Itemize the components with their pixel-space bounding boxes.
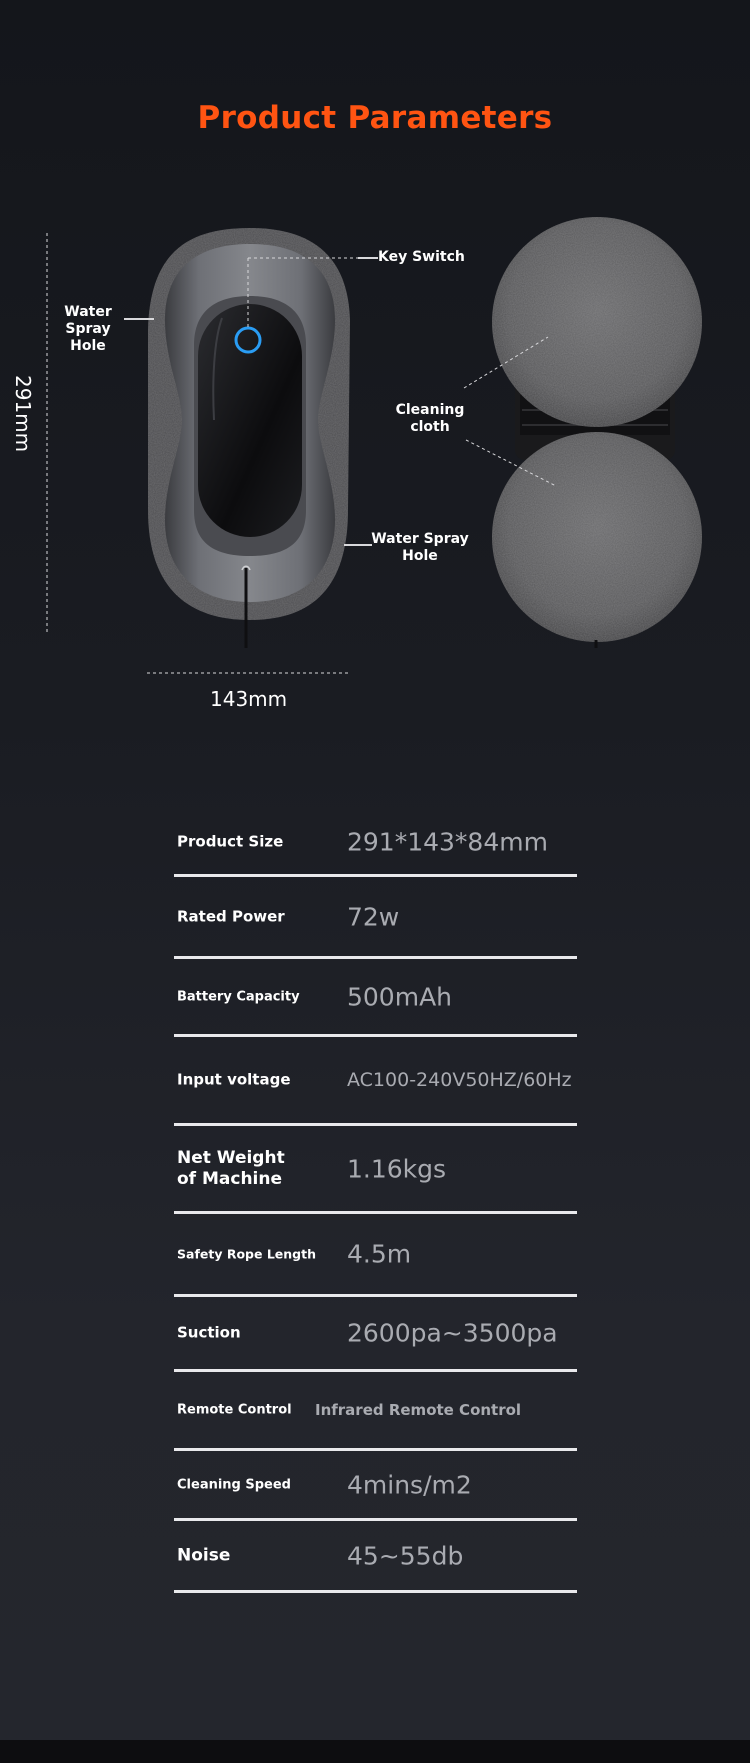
page-title: Product Parameters xyxy=(197,100,553,136)
spec-value: 291*143*84mm xyxy=(347,827,548,857)
spec-key: Cleaning Speed xyxy=(177,1477,291,1492)
robot-back-view xyxy=(492,217,702,648)
spec-row xyxy=(174,1126,577,1214)
spec-key: Rated Power xyxy=(177,907,285,925)
spec-row xyxy=(174,1451,577,1521)
label-water-spray-hole-left: Water Spray Hole xyxy=(64,304,112,354)
footer-band xyxy=(0,1740,750,1763)
spec-value: AC100-240V50HZ/60Hz xyxy=(347,1069,572,1091)
spec-key: Suction xyxy=(177,1323,241,1342)
spec-row xyxy=(174,1037,577,1126)
label-key-switch: Key Switch xyxy=(378,249,465,265)
label-water-spray-hole-right: Water Spray Hole xyxy=(371,531,469,564)
spec-value: 2600pa~3500pa xyxy=(347,1318,558,1348)
spec-value: Infrared Remote Control xyxy=(315,1401,522,1419)
spec-key: Safety Rope Length xyxy=(177,1246,316,1262)
spec-value: 45~55db xyxy=(347,1541,464,1570)
spec-table xyxy=(174,810,577,1593)
spec-row xyxy=(174,810,577,877)
spec-key: Input voltage xyxy=(177,1070,291,1089)
spec-row xyxy=(174,1521,577,1593)
robot-front-view xyxy=(148,228,350,648)
product-illustration xyxy=(0,0,750,760)
spec-row xyxy=(174,1214,577,1297)
spec-value: 4mins/m2 xyxy=(347,1470,472,1499)
spec-row xyxy=(174,1297,577,1372)
spec-key: Noise xyxy=(177,1545,231,1565)
label-cleaning-cloth: Cleaning cloth xyxy=(395,402,465,435)
spec-value: 4.5m xyxy=(347,1239,412,1269)
spec-key: Net Weight of Machine xyxy=(177,1147,285,1189)
spec-key: Remote Control xyxy=(177,1402,292,1418)
spec-key: Battery Capacity xyxy=(177,989,300,1004)
spec-row xyxy=(174,877,577,959)
spec-key: Product Size xyxy=(177,832,284,851)
dimension-height: 291mm xyxy=(11,375,35,453)
spec-row xyxy=(174,959,577,1037)
spec-row xyxy=(174,1372,577,1451)
spec-value: 500mAh xyxy=(347,982,453,1011)
spec-value: 1.16kgs xyxy=(347,1154,447,1183)
spec-value: 72w xyxy=(347,902,400,931)
dimension-width: 143mm xyxy=(210,687,288,711)
